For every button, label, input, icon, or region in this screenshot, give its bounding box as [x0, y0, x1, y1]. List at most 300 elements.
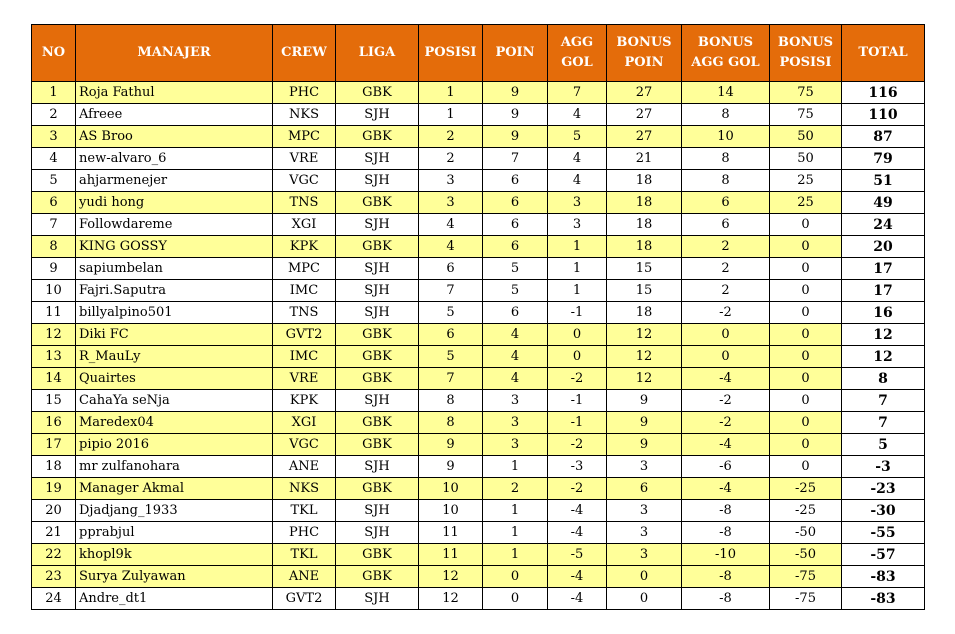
- cell-manajer: Roja Fathul: [76, 82, 273, 104]
- cell-poin: 6: [483, 236, 548, 258]
- cell-liga: GBK: [336, 566, 419, 588]
- cell-crew: IMC: [273, 280, 336, 302]
- cell-no: 23: [32, 566, 76, 588]
- cell-bonus-posisi: 0: [770, 302, 842, 324]
- cell-crew: NKS: [273, 478, 336, 500]
- cell-agg-gol: -2: [548, 478, 607, 500]
- cell-manajer: ahjarmenejer: [76, 170, 273, 192]
- cell-bonus-posisi: 50: [770, 126, 842, 148]
- cell-total: 110: [842, 104, 925, 126]
- cell-posisi: 2: [419, 126, 483, 148]
- cell-posisi: 8: [419, 412, 483, 434]
- cell-poin: 5: [483, 280, 548, 302]
- cell-posisi: 6: [419, 258, 483, 280]
- cell-bonus-posisi: 75: [770, 104, 842, 126]
- cell-poin: 9: [483, 104, 548, 126]
- cell-bonus-agg-gol: 14: [682, 82, 770, 104]
- cell-posisi: 5: [419, 302, 483, 324]
- cell-bonus-poin: 18: [607, 214, 682, 236]
- cell-posisi: 7: [419, 280, 483, 302]
- cell-bonus-poin: 18: [607, 302, 682, 324]
- header-bonus-posisi: BONUS POSISI: [770, 25, 842, 82]
- cell-bonus-poin: 18: [607, 192, 682, 214]
- cell-manajer: Djadjang_1933: [76, 500, 273, 522]
- cell-posisi: 5: [419, 346, 483, 368]
- cell-poin: 4: [483, 324, 548, 346]
- cell-agg-gol: -4: [548, 500, 607, 522]
- cell-bonus-agg-gol: -8: [682, 500, 770, 522]
- cell-crew: KPK: [273, 236, 336, 258]
- table-row: [32, 434, 925, 456]
- cell-poin: 6: [483, 192, 548, 214]
- cell-no: 5: [32, 170, 76, 192]
- cell-no: 6: [32, 192, 76, 214]
- cell-posisi: 10: [419, 478, 483, 500]
- cell-posisi: 12: [419, 566, 483, 588]
- cell-bonus-posisi: -50: [770, 522, 842, 544]
- cell-no: 15: [32, 390, 76, 412]
- cell-posisi: 6: [419, 324, 483, 346]
- cell-total: -83: [842, 588, 925, 610]
- cell-poin: 0: [483, 566, 548, 588]
- header-crew: CREW: [273, 25, 336, 82]
- cell-total: 24: [842, 214, 925, 236]
- cell-no: 7: [32, 214, 76, 236]
- cell-manajer: Diki FC: [76, 324, 273, 346]
- cell-manajer: Andre_dt1: [76, 588, 273, 610]
- cell-crew: VGC: [273, 170, 336, 192]
- cell-total: -83: [842, 566, 925, 588]
- cell-total: 5: [842, 434, 925, 456]
- cell-no: 8: [32, 236, 76, 258]
- table-row: [32, 566, 925, 588]
- cell-crew: VRE: [273, 148, 336, 170]
- table-row: [32, 346, 925, 368]
- table-row: [32, 478, 925, 500]
- cell-posisi: 4: [419, 214, 483, 236]
- cell-bonus-poin: 12: [607, 324, 682, 346]
- cell-bonus-posisi: -50: [770, 544, 842, 566]
- cell-posisi: 2: [419, 148, 483, 170]
- cell-no: 2: [32, 104, 76, 126]
- cell-posisi: 3: [419, 170, 483, 192]
- cell-total: 16: [842, 302, 925, 324]
- cell-poin: 6: [483, 302, 548, 324]
- cell-agg-gol: 0: [548, 324, 607, 346]
- cell-poin: 6: [483, 170, 548, 192]
- cell-no: 11: [32, 302, 76, 324]
- cell-total: 79: [842, 148, 925, 170]
- cell-poin: 9: [483, 126, 548, 148]
- cell-no: 20: [32, 500, 76, 522]
- cell-bonus-agg-gol: 10: [682, 126, 770, 148]
- cell-manajer: Surya Zulyawan: [76, 566, 273, 588]
- cell-crew: TNS: [273, 192, 336, 214]
- cell-no: 9: [32, 258, 76, 280]
- cell-poin: 2: [483, 478, 548, 500]
- cell-posisi: 11: [419, 544, 483, 566]
- cell-total: 17: [842, 280, 925, 302]
- table-row: [32, 456, 925, 478]
- cell-total: 87: [842, 126, 925, 148]
- cell-no: 24: [32, 588, 76, 610]
- cell-no: 1: [32, 82, 76, 104]
- cell-poin: 7: [483, 148, 548, 170]
- cell-crew: GVT2: [273, 588, 336, 610]
- cell-bonus-posisi: 0: [770, 434, 842, 456]
- cell-crew: TKL: [273, 500, 336, 522]
- table-row: [32, 236, 925, 258]
- cell-bonus-posisi: 0: [770, 368, 842, 390]
- cell-bonus-agg-gol: -4: [682, 434, 770, 456]
- cell-agg-gol: 4: [548, 104, 607, 126]
- cell-bonus-posisi: 0: [770, 280, 842, 302]
- cell-manajer: Quairtes: [76, 368, 273, 390]
- cell-crew: NKS: [273, 104, 336, 126]
- table-row: [32, 544, 925, 566]
- cell-total: -55: [842, 522, 925, 544]
- cell-bonus-posisi: 0: [770, 214, 842, 236]
- cell-manajer: new-alvaro_6: [76, 148, 273, 170]
- cell-no: 4: [32, 148, 76, 170]
- cell-manajer: Fajri.Saputra: [76, 280, 273, 302]
- cell-crew: VGC: [273, 434, 336, 456]
- cell-bonus-poin: 9: [607, 390, 682, 412]
- cell-manajer: billyalpino501: [76, 302, 273, 324]
- cell-agg-gol: 1: [548, 236, 607, 258]
- cell-bonus-posisi: 0: [770, 412, 842, 434]
- table-row: [32, 280, 925, 302]
- cell-bonus-posisi: 0: [770, 456, 842, 478]
- cell-no: 17: [32, 434, 76, 456]
- cell-posisi: 12: [419, 588, 483, 610]
- cell-poin: 1: [483, 544, 548, 566]
- cell-total: 116: [842, 82, 925, 104]
- cell-liga: SJH: [336, 170, 419, 192]
- cell-agg-gol: 3: [548, 214, 607, 236]
- table-row: [32, 302, 925, 324]
- table-row: [32, 324, 925, 346]
- table-row: [32, 82, 925, 104]
- cell-bonus-poin: 3: [607, 522, 682, 544]
- table-row: [32, 148, 925, 170]
- cell-bonus-poin: 12: [607, 368, 682, 390]
- cell-agg-gol: 7: [548, 82, 607, 104]
- cell-poin: 0: [483, 588, 548, 610]
- cell-bonus-agg-gol: 0: [682, 324, 770, 346]
- cell-no: 12: [32, 324, 76, 346]
- cell-bonus-posisi: 0: [770, 346, 842, 368]
- cell-manajer: Manager Akmal: [76, 478, 273, 500]
- cell-manajer: yudi hong: [76, 192, 273, 214]
- cell-liga: GBK: [336, 82, 419, 104]
- header-row: [32, 25, 925, 82]
- cell-bonus-agg-gol: 8: [682, 170, 770, 192]
- cell-total: 7: [842, 412, 925, 434]
- cell-bonus-agg-gol: 8: [682, 104, 770, 126]
- cell-crew: XGI: [273, 412, 336, 434]
- table-body: [32, 82, 925, 610]
- cell-poin: 3: [483, 390, 548, 412]
- cell-liga: GBK: [336, 368, 419, 390]
- table-row: [32, 214, 925, 236]
- header-posisi: POSISI: [419, 25, 483, 82]
- cell-crew: PHC: [273, 522, 336, 544]
- cell-bonus-poin: 15: [607, 258, 682, 280]
- cell-liga: GBK: [336, 346, 419, 368]
- table-row: [32, 126, 925, 148]
- cell-crew: IMC: [273, 346, 336, 368]
- table-row: [32, 412, 925, 434]
- cell-liga: SJH: [336, 390, 419, 412]
- cell-bonus-agg-gol: -6: [682, 456, 770, 478]
- cell-bonus-agg-gol: 2: [682, 258, 770, 280]
- cell-agg-gol: 5: [548, 126, 607, 148]
- table-row: [32, 170, 925, 192]
- cell-liga: GBK: [336, 434, 419, 456]
- cell-poin: 1: [483, 500, 548, 522]
- cell-bonus-posisi: -75: [770, 588, 842, 610]
- cell-total: 17: [842, 258, 925, 280]
- cell-crew: GVT2: [273, 324, 336, 346]
- cell-total: 12: [842, 346, 925, 368]
- cell-liga: GBK: [336, 544, 419, 566]
- cell-bonus-poin: 21: [607, 148, 682, 170]
- cell-agg-gol: -1: [548, 412, 607, 434]
- cell-crew: TKL: [273, 544, 336, 566]
- cell-liga: GBK: [336, 324, 419, 346]
- cell-manajer: CahaYa seNja: [76, 390, 273, 412]
- cell-manajer: Afreee: [76, 104, 273, 126]
- cell-manajer: pprabjul: [76, 522, 273, 544]
- cell-no: 22: [32, 544, 76, 566]
- cell-agg-gol: -2: [548, 368, 607, 390]
- cell-total: -3: [842, 456, 925, 478]
- cell-no: 21: [32, 522, 76, 544]
- cell-bonus-agg-gol: 2: [682, 280, 770, 302]
- cell-bonus-agg-gol: 6: [682, 214, 770, 236]
- cell-bonus-poin: 18: [607, 170, 682, 192]
- cell-bonus-poin: 3: [607, 500, 682, 522]
- cell-crew: MPC: [273, 126, 336, 148]
- cell-liga: SJH: [336, 214, 419, 236]
- cell-bonus-poin: 12: [607, 346, 682, 368]
- cell-agg-gol: -2: [548, 434, 607, 456]
- cell-bonus-posisi: 50: [770, 148, 842, 170]
- header-agg-gol: AGG GOL: [548, 25, 607, 82]
- cell-bonus-posisi: 25: [770, 192, 842, 214]
- header-manajer: MANAJER: [76, 25, 273, 82]
- cell-bonus-agg-gol: 2: [682, 236, 770, 258]
- cell-posisi: 8: [419, 390, 483, 412]
- cell-liga: SJH: [336, 588, 419, 610]
- cell-bonus-agg-gol: -8: [682, 588, 770, 610]
- cell-agg-gol: 3: [548, 192, 607, 214]
- cell-bonus-poin: 9: [607, 412, 682, 434]
- cell-bonus-agg-gol: -8: [682, 522, 770, 544]
- cell-crew: XGI: [273, 214, 336, 236]
- cell-agg-gol: -4: [548, 588, 607, 610]
- cell-liga: SJH: [336, 104, 419, 126]
- cell-bonus-agg-gol: -2: [682, 390, 770, 412]
- cell-total: 49: [842, 192, 925, 214]
- cell-bonus-poin: 0: [607, 566, 682, 588]
- cell-bonus-poin: 6: [607, 478, 682, 500]
- cell-agg-gol: -3: [548, 456, 607, 478]
- cell-bonus-poin: 9: [607, 434, 682, 456]
- cell-crew: ANE: [273, 566, 336, 588]
- cell-poin: 3: [483, 412, 548, 434]
- cell-bonus-poin: 15: [607, 280, 682, 302]
- header-no: NO: [32, 25, 76, 82]
- cell-agg-gol: 4: [548, 170, 607, 192]
- cell-liga: SJH: [336, 302, 419, 324]
- cell-liga: SJH: [336, 148, 419, 170]
- cell-bonus-poin: 18: [607, 236, 682, 258]
- cell-poin: 9: [483, 82, 548, 104]
- cell-bonus-posisi: -25: [770, 478, 842, 500]
- cell-bonus-agg-gol: -4: [682, 368, 770, 390]
- cell-posisi: 1: [419, 104, 483, 126]
- cell-bonus-agg-gol: 0: [682, 346, 770, 368]
- table-row: [32, 500, 925, 522]
- cell-manajer: sapiumbelan: [76, 258, 273, 280]
- cell-bonus-poin: 3: [607, 456, 682, 478]
- cell-crew: ANE: [273, 456, 336, 478]
- cell-poin: 5: [483, 258, 548, 280]
- cell-total: 7: [842, 390, 925, 412]
- header-liga: LIGA: [336, 25, 419, 82]
- cell-manajer: Followdareme: [76, 214, 273, 236]
- header-total: TOTAL: [842, 25, 925, 82]
- cell-no: 19: [32, 478, 76, 500]
- cell-liga: GBK: [336, 192, 419, 214]
- cell-manajer: R_MauLy: [76, 346, 273, 368]
- cell-crew: TNS: [273, 302, 336, 324]
- cell-bonus-poin: 27: [607, 82, 682, 104]
- cell-bonus-poin: 3: [607, 544, 682, 566]
- cell-poin: 6: [483, 214, 548, 236]
- cell-agg-gol: -4: [548, 566, 607, 588]
- cell-bonus-posisi: 25: [770, 170, 842, 192]
- cell-agg-gol: 1: [548, 280, 607, 302]
- cell-poin: 4: [483, 368, 548, 390]
- cell-crew: PHC: [273, 82, 336, 104]
- cell-liga: SJH: [336, 522, 419, 544]
- table-row: [32, 588, 925, 610]
- cell-liga: SJH: [336, 258, 419, 280]
- table-row: [32, 104, 925, 126]
- cell-bonus-agg-gol: 8: [682, 148, 770, 170]
- cell-no: 3: [32, 126, 76, 148]
- header-bonus-agg-gol: BONUS AGG GOL: [682, 25, 770, 82]
- table-row: [32, 390, 925, 412]
- header-poin: POIN: [483, 25, 548, 82]
- cell-agg-gol: 4: [548, 148, 607, 170]
- standings-table: [31, 24, 925, 610]
- cell-bonus-posisi: 0: [770, 236, 842, 258]
- cell-bonus-poin: 27: [607, 104, 682, 126]
- cell-bonus-posisi: 75: [770, 82, 842, 104]
- cell-bonus-agg-gol: -2: [682, 412, 770, 434]
- cell-total: 51: [842, 170, 925, 192]
- cell-posisi: 4: [419, 236, 483, 258]
- cell-posisi: 9: [419, 434, 483, 456]
- cell-bonus-agg-gol: -2: [682, 302, 770, 324]
- cell-no: 13: [32, 346, 76, 368]
- cell-crew: MPC: [273, 258, 336, 280]
- cell-bonus-posisi: -75: [770, 566, 842, 588]
- cell-no: 16: [32, 412, 76, 434]
- cell-poin: 4: [483, 346, 548, 368]
- cell-agg-gol: -4: [548, 522, 607, 544]
- cell-manajer: KING GOSSY: [76, 236, 273, 258]
- cell-agg-gol: -5: [548, 544, 607, 566]
- table-row: [32, 522, 925, 544]
- cell-manajer: pipio 2016: [76, 434, 273, 456]
- cell-bonus-poin: 0: [607, 588, 682, 610]
- cell-posisi: 7: [419, 368, 483, 390]
- table-row: [32, 368, 925, 390]
- cell-liga: GBK: [336, 126, 419, 148]
- cell-bonus-agg-gol: -8: [682, 566, 770, 588]
- table-row: [32, 192, 925, 214]
- cell-total: 12: [842, 324, 925, 346]
- cell-no: 18: [32, 456, 76, 478]
- cell-manajer: khopl9k: [76, 544, 273, 566]
- cell-posisi: 11: [419, 522, 483, 544]
- cell-liga: GBK: [336, 236, 419, 258]
- table-row: [32, 258, 925, 280]
- cell-liga: SJH: [336, 456, 419, 478]
- cell-crew: VRE: [273, 368, 336, 390]
- cell-bonus-posisi: 0: [770, 258, 842, 280]
- cell-poin: 3: [483, 434, 548, 456]
- header-bonus-poin: BONUS POIN: [607, 25, 682, 82]
- table-header: [32, 25, 925, 82]
- cell-no: 14: [32, 368, 76, 390]
- cell-agg-gol: 1: [548, 258, 607, 280]
- cell-manajer: Maredex04: [76, 412, 273, 434]
- cell-manajer: AS Broo: [76, 126, 273, 148]
- cell-total: -23: [842, 478, 925, 500]
- cell-agg-gol: -1: [548, 302, 607, 324]
- cell-no: 10: [32, 280, 76, 302]
- cell-total: -30: [842, 500, 925, 522]
- cell-agg-gol: -1: [548, 390, 607, 412]
- cell-posisi: 10: [419, 500, 483, 522]
- cell-poin: 1: [483, 456, 548, 478]
- cell-manajer: mr zulfanohara: [76, 456, 273, 478]
- cell-total: 8: [842, 368, 925, 390]
- cell-bonus-posisi: -25: [770, 500, 842, 522]
- cell-liga: SJH: [336, 280, 419, 302]
- cell-posisi: 3: [419, 192, 483, 214]
- cell-liga: GBK: [336, 412, 419, 434]
- cell-bonus-agg-gol: -4: [682, 478, 770, 500]
- cell-agg-gol: 0: [548, 346, 607, 368]
- cell-posisi: 9: [419, 456, 483, 478]
- cell-bonus-agg-gol: -10: [682, 544, 770, 566]
- cell-liga: SJH: [336, 500, 419, 522]
- cell-posisi: 1: [419, 82, 483, 104]
- cell-bonus-posisi: 0: [770, 324, 842, 346]
- cell-crew: KPK: [273, 390, 336, 412]
- cell-total: 20: [842, 236, 925, 258]
- cell-liga: GBK: [336, 478, 419, 500]
- cell-poin: 1: [483, 522, 548, 544]
- cell-bonus-posisi: 0: [770, 390, 842, 412]
